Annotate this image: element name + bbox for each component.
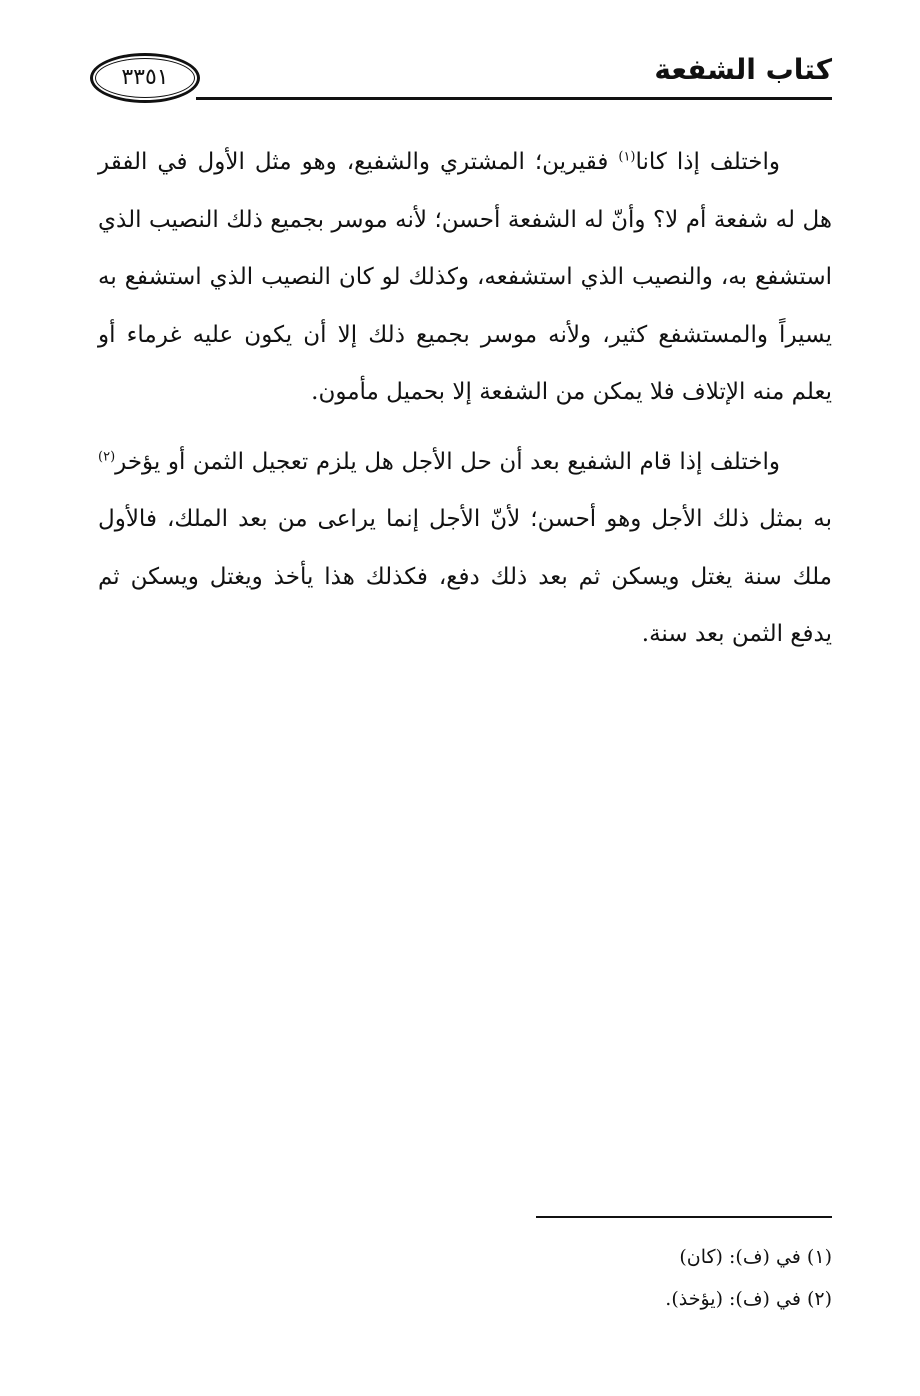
paragraph-1 — [98, 134, 832, 422]
running-header-title: كتاب الشفعة — [654, 53, 832, 86]
main-text — [98, 134, 832, 664]
page-number-oval — [90, 53, 200, 103]
footnote-ref-1: (١) — [618, 149, 636, 165]
paragraph-2-text-start: واختلف إذا قام الشفيع بعد أن حل الأجل هل يلزم تعجيل الثمن أو يؤخر — [115, 448, 780, 475]
footnote-1: (١) في (ف): (كان) — [679, 1246, 832, 1268]
paragraph-1-text-start: واختلف إذا كانا — [635, 149, 780, 175]
paragraph-2-text-end: به بمثل ذلك الأجل وهو أحسن؛ لأنّ الأجل إنما يراعى من بعد الملك، فالأول ملك سنة يغتل ويسكن ثم بعد ذلك دفع، فكذلك هذا يأخذ ويغتل ويسكن ثم يدفع الثمن بعد سنة. — [98, 506, 832, 647]
footnote-ref-2: (٢) — [98, 448, 116, 464]
header-rule — [196, 97, 832, 100]
footnote-separator — [536, 1216, 832, 1218]
footnotes — [98, 1236, 832, 1320]
paragraph-2 — [98, 434, 832, 664]
paragraph-1-text-end: فقيرين؛ المشتري والشفيع، وهو مثل الأول في الفقر هل له شفعة أم لا؟ وأنّ له الشفعة أحسن؛ لأنه موسر بجميع ذلك النصيب الذي استشفع به، والنصيب الذي استشفعه، وكذلك لو كان النصيب الذي استشفع به يسيراً والمستشفع كثير، ولأنه موسر بجميع ذلك إلا أن يكون عليه غرماء أو يعلم منه الإتلاف فلا يمكن من الشفعة إلا بحميل مأمون. — [98, 149, 832, 405]
footnote-2: (٢) في (ف): (يؤخذ). — [665, 1288, 832, 1310]
page-number: ٣٣٥١ — [121, 65, 169, 90]
